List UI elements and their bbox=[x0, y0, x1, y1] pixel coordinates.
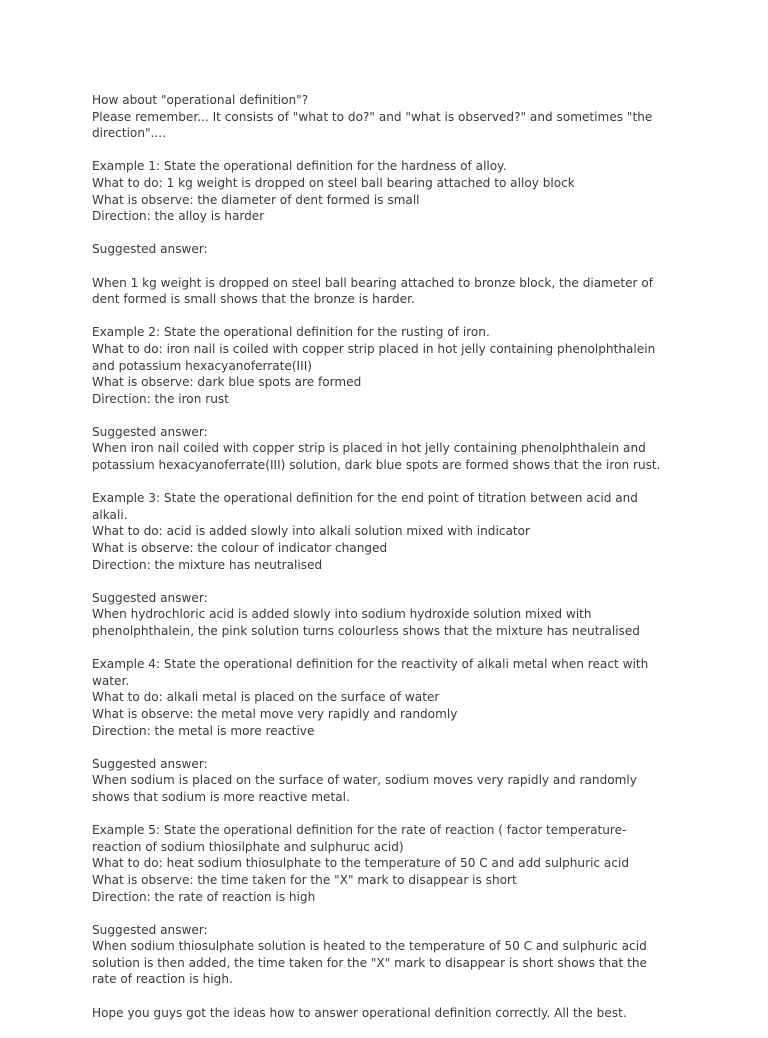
example-4 bbox=[92, 656, 662, 739]
example-1-title: Example 1: State the operational definition for the hardness of alloy. bbox=[92, 159, 507, 174]
example-1-direction: Direction: the alloy is harder bbox=[92, 209, 265, 224]
intro-paragraph bbox=[92, 92, 662, 142]
example-3-title: Example 3: State the operational definition for the end point of titration between acid and alkali. bbox=[92, 491, 638, 522]
intro-question: How about "operational definition"? bbox=[92, 93, 309, 107]
example-2-suggested-label: Suggested answer: bbox=[92, 424, 208, 439]
example-3 bbox=[92, 490, 662, 573]
example-5-direction: Direction: the rate of reaction is high bbox=[92, 889, 316, 904]
example-4-what-to-do: What to do: alkali metal is placed on the surface of water bbox=[92, 690, 440, 705]
example-4-suggested-label: Suggested answer: bbox=[92, 756, 208, 771]
example-1-what-to-do: What to do: 1 kg weight is dropped on steel ball bearing attached to alloy block bbox=[92, 175, 575, 190]
example-5-observation: What is observe: the time taken for the "X" mark to disappear is short bbox=[92, 872, 517, 887]
example-3-suggested bbox=[92, 590, 662, 640]
example-5-title: Example 5: State the operational definition for the rate of reaction ( factor temperature-reaction of sodium thiosilphate and sulphuruc acid) bbox=[92, 823, 627, 854]
example-3-suggested-label: Suggested answer: bbox=[92, 590, 208, 605]
example-4-direction: Direction: the metal is more reactive bbox=[92, 723, 315, 738]
example-2-title: Example 2: State the operational definition for the rusting of iron. bbox=[92, 325, 490, 340]
example-3-what-to-do: What to do: acid is added slowly into alkali solution mixed with indicator bbox=[92, 524, 530, 539]
example-5-suggested bbox=[92, 922, 662, 988]
example-1-suggested-label: Suggested answer: bbox=[92, 242, 208, 257]
closing-remark: Hope you guys got the ideas how to answer operational definition correctly. All the best. bbox=[92, 1005, 627, 1020]
example-5-answer: When sodium thiosulphate solution is heated to the temperature of 50 C and sulphuric acid solution is then added, the time taken for the "X" mark to disappear is short shows that the rate of reaction is high. bbox=[92, 939, 647, 987]
example-5 bbox=[92, 822, 662, 905]
example-4-suggested bbox=[92, 756, 662, 806]
example-1-answer: When 1 kg weight is dropped on steel ball bearing attached to bronze block, the diameter of dent formed is small shows that the bronze is harder. bbox=[92, 275, 654, 307]
example-4-title: Example 4: State the operational definition for the reactivity of alkali metal when react with water. bbox=[92, 657, 649, 688]
example-2-what-to-do: What to do: iron nail is coiled with copper strip placed in hot jelly containing phenolphthalein and potassium hexacyanoferrate(III) bbox=[92, 341, 656, 373]
example-1 bbox=[92, 158, 662, 224]
example-2-answer: When iron nail coiled with copper strip is placed in hot jelly containing phenolphthalein and potassium hexacyanoferrate(III) solution, dark blue spots are formed shows that the iron rust. bbox=[92, 441, 661, 473]
intro-reminder: Please remember... It consists of "what to do?" and "what is observed?" and sometimes "the direction".... bbox=[92, 109, 653, 141]
example-5-suggested-label: Suggested answer: bbox=[92, 922, 208, 937]
example-3-answer: When hydrochloric acid is added slowly into sodium hydroxide solution mixed with phenolphthalein, the pink solution turns colourless shows that the mixture has neutralised bbox=[92, 607, 640, 638]
document-body bbox=[92, 92, 662, 1038]
example-2-direction: Direction: the iron rust bbox=[92, 391, 229, 406]
example-3-direction: Direction: the mixture has neutralised bbox=[92, 557, 323, 572]
example-4-observation: What is observe: the metal move very rapidly and randomly bbox=[92, 706, 458, 721]
example-4-answer: When sodium is placed on the surface of water, sodium moves very rapidly and randomly shows that sodium is more reactive metal. bbox=[92, 773, 637, 804]
example-2-suggested bbox=[92, 424, 662, 474]
example-1-observation: What is observe: the diameter of dent formed is small bbox=[92, 192, 420, 207]
example-2-observation: What is observe: dark blue spots are formed bbox=[92, 375, 362, 390]
example-5-what-to-do: What to do: heat sodium thiosulphate to the temperature of 50 C and add sulphuric acid bbox=[92, 856, 630, 871]
example-3-observation: What is observe: the colour of indicator changed bbox=[92, 541, 388, 556]
example-2 bbox=[92, 324, 662, 407]
